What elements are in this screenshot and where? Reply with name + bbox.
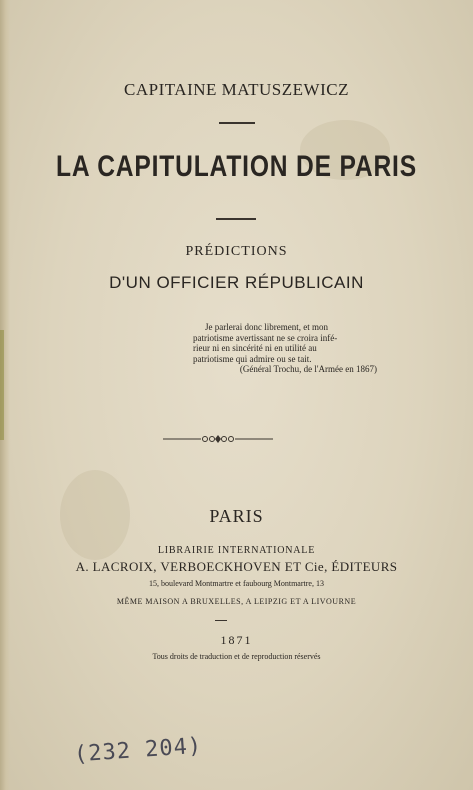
publisher-line-1: LIBRAIRIE INTERNATIONALE xyxy=(157,545,316,556)
short-dash xyxy=(215,620,227,621)
publisher-address: 15, boulevard Montmartre et faubourg Montmartre, 13 xyxy=(149,579,324,588)
author-name: CAPITAINE MATUSZEWICZ xyxy=(124,80,349,99)
rights-notice: Tous droits de traduction et de reproduction réservés xyxy=(152,652,321,661)
epigraph-line: rieur ni en sincérité ni en utilité au xyxy=(193,343,317,353)
handwritten-shelfmark: (232 204) xyxy=(73,733,203,768)
publication-place: PARIS xyxy=(209,506,264,526)
epigraph-attribution: (Général Trochu, de l'Armée en 1867) xyxy=(239,364,377,374)
epigraph-line: patriotisme avertissant ne se croira infé- xyxy=(193,332,338,343)
publisher-line-2: A. LACROIX, VERBOECKHOVEN ET Cie, ÉDITEURS xyxy=(75,559,398,574)
subtitle-line-2: D'UN OFFICIER RÉPUBLICAIN xyxy=(109,273,364,292)
publication-year: 1871 xyxy=(220,633,253,647)
ornament-divider xyxy=(163,432,273,446)
book-title: LA CAPITULATION DE PARIS xyxy=(56,150,417,183)
epigraph-line: patriotisme qui admire ou se tait. xyxy=(193,353,312,364)
divider-rule xyxy=(216,218,256,220)
edge-mark xyxy=(0,330,4,440)
publisher-branches: MÊME MAISON A BRUXELLES, A LEIPZIG ET A LIVOURNE xyxy=(116,597,357,606)
epigraph-line: Je parlerai donc librement, et mon xyxy=(205,322,328,332)
subtitle-line-1: PRÉDICTIONS xyxy=(185,244,288,259)
divider-rule xyxy=(219,122,255,124)
epigraph xyxy=(193,322,377,375)
